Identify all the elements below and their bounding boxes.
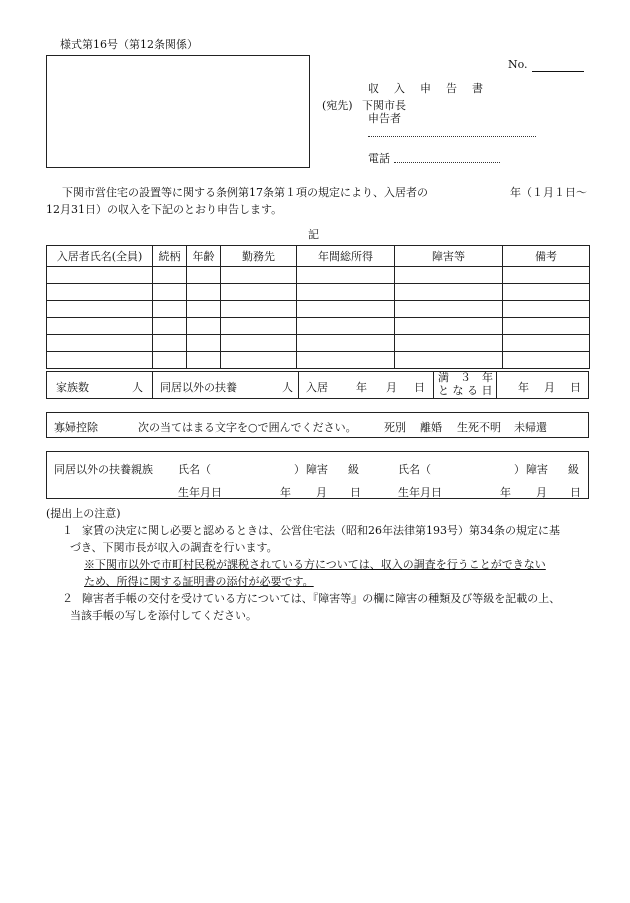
col-disability: 障害等	[395, 246, 503, 267]
note1-remark-line2: ため、所得に関する証明書の添付が必要です。	[84, 575, 314, 588]
dep1-birth-label: 生年月日	[178, 486, 222, 499]
dep2-birth-year: 年	[500, 486, 511, 499]
document-title: 収 入 申 告 書	[368, 82, 485, 95]
dep1-birth-month: 月	[316, 486, 327, 499]
widow-option-divorce[interactable]: 離婚	[420, 421, 442, 434]
col-remarks: 備考	[503, 246, 590, 267]
col-relation: 続柄	[153, 246, 187, 267]
table-row[interactable]	[47, 352, 590, 369]
note1-line1: 家賃の決定に関し必要と認めるときは、公営住宅法（昭和26年法律第193号）第34条の規定に基	[82, 524, 560, 537]
note1-number: １	[62, 524, 73, 537]
applicant-label: 申告者	[368, 112, 401, 125]
table-row[interactable]	[47, 318, 590, 335]
dep1-name-label: 氏名（	[178, 463, 211, 476]
widow-label: 寡婦控除	[54, 421, 98, 434]
dep1-grade: 級	[348, 463, 359, 476]
photo-box	[46, 55, 310, 168]
age3-label-2: と な る 日	[438, 384, 493, 397]
age3-label-1: 満 ３ 年	[438, 371, 493, 384]
intro-text-1: 下関市営住宅の設置等に関する条例第17条第１項の規定により、入居者の	[62, 186, 428, 199]
note2-number: ２	[62, 592, 73, 605]
widow-option-unreturned[interactable]: 未帰還	[514, 421, 547, 434]
dep1-disability: 障害	[306, 463, 328, 476]
intro-year: 年（１月１日〜	[510, 186, 587, 199]
move-in-year: 年	[356, 381, 367, 394]
family-count-unit: 人	[132, 381, 143, 394]
dep2-birth-label: 生年月日	[398, 486, 442, 499]
widow-instruction: 次の当てはまる文字を○で囲んでください。	[138, 421, 357, 434]
col-income: 年間総所得	[297, 246, 395, 267]
income-table	[46, 245, 590, 369]
no-label: No.	[508, 58, 528, 71]
non-cohabiting-unit: 人	[282, 381, 293, 394]
note2-line1: 障害者手帳の交付を受けている方については、『障害等』の欄に障害の種類及び等級を記載の上、	[82, 592, 561, 605]
notes-title: (提出上の注意)	[46, 507, 121, 520]
note1-line2: づき、下関市長が収入の調査を行います。	[70, 541, 278, 554]
phone-field[interactable]	[394, 148, 500, 163]
dep1-birth-year: 年	[280, 486, 291, 499]
age3-month: 月	[544, 381, 555, 394]
note2-line2: 当該手帳の写しを添付してください。	[70, 609, 257, 622]
table-header-row	[47, 246, 590, 267]
applicant-field[interactable]	[368, 122, 536, 137]
table-row[interactable]	[47, 284, 590, 301]
table-row[interactable]	[47, 267, 590, 284]
dependents-label: 同居以外の扶養親族	[54, 463, 153, 476]
col-name: 入居者氏名(全員)	[47, 246, 153, 267]
dep2-birth-month: 月	[536, 486, 547, 499]
dep1-birth-day: 日	[350, 486, 361, 499]
widow-option-death[interactable]: 死別	[384, 421, 406, 434]
note1-remark-line1: ※下関市以外で市町村民税が課税されている方については、収入の調査を行うことができない	[84, 558, 546, 571]
age3-year: 年	[518, 381, 529, 394]
no-field[interactable]	[532, 57, 584, 72]
col-age: 年齢	[187, 246, 221, 267]
dep1-name-close: ）	[294, 463, 305, 476]
table-row[interactable]	[47, 335, 590, 352]
dep2-disability: 障害	[526, 463, 548, 476]
family-count-label: 家族数	[56, 381, 89, 394]
dep2-birth-day: 日	[570, 486, 581, 499]
dep2-name-close: ）	[514, 463, 525, 476]
move-in-day: 日	[414, 381, 425, 394]
move-in-label: 入居	[306, 381, 328, 394]
intro-text-2: 12月31日）の収入を下記のとおり申告します。	[46, 203, 283, 216]
dep2-name-label: 氏名（	[398, 463, 431, 476]
col-workplace: 勤務先	[221, 246, 297, 267]
move-in-month: 月	[386, 381, 397, 394]
table-row[interactable]	[47, 301, 590, 318]
ki-heading: 記	[308, 228, 319, 241]
dep2-grade: 級	[568, 463, 579, 476]
non-cohabiting-label: 同居以外の扶養	[160, 381, 237, 394]
age3-day: 日	[570, 381, 581, 394]
form-number: 様式第16号（第12条関係）	[60, 38, 198, 51]
widow-option-unknown[interactable]: 生死不明	[457, 421, 501, 434]
addressee-name: 下関市長	[362, 99, 406, 112]
addressee-label: (宛先)	[322, 99, 353, 112]
phone-label: 電話	[368, 152, 390, 165]
